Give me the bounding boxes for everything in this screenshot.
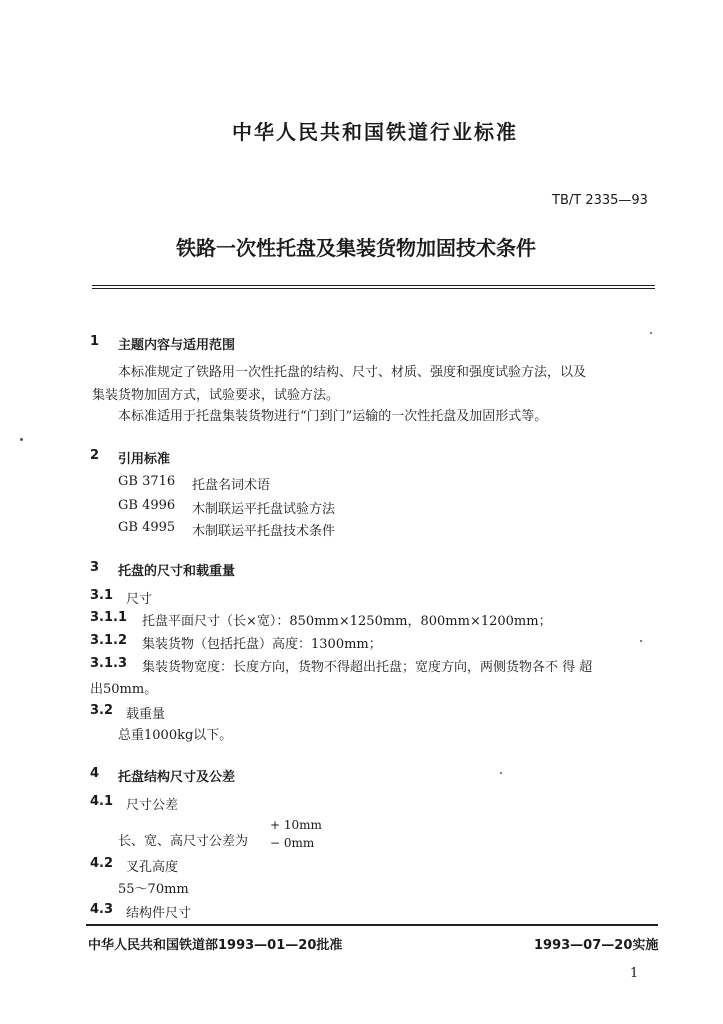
ref-name: 木制联运平托盘技术条件 <box>192 524 336 539</box>
section-1-para-2: 本标准适用于托盘集装货物进行“门到门”运输的一次性托盘及加固形式等。 <box>118 409 548 424</box>
ref-code: GB 4995 <box>118 520 176 535</box>
ref-code: GB 4996 <box>118 498 176 513</box>
section-2-number: 2 <box>90 448 100 463</box>
tolerance-upper: + 10mm <box>270 818 322 832</box>
section-3-1-3-continuation: 出50mm。 <box>90 682 158 697</box>
page-number: 1 <box>630 966 639 981</box>
section-3-title: 托盘的尺寸和载重量 <box>118 564 236 579</box>
section-1-number: 1 <box>90 334 100 349</box>
section-4-3-number: 4.3 <box>90 902 114 917</box>
ref-name: 木制联运平托盘试验方法 <box>192 502 336 517</box>
approval-line: 中华人民共和国铁道部1993—01—20批准 <box>88 938 343 953</box>
section-3-1-number: 3.1 <box>90 588 114 603</box>
doc-title: 铁路一次性托盘及集装货物加固技术条件 <box>176 236 536 260</box>
section-4-2-number: 4.2 <box>90 856 114 871</box>
section-1-title: 主题内容与适用范围 <box>118 338 236 353</box>
section-3-2-text: 总重1000kg以下。 <box>118 728 233 743</box>
tolerance-lower: − 0mm <box>270 836 315 850</box>
section-3-2-title: 载重量 <box>126 707 166 722</box>
scan-speck <box>500 772 502 774</box>
section-4-2-title: 叉孔高度 <box>126 860 179 875</box>
section-3-1-title: 尺寸 <box>126 592 153 607</box>
section-4-1-number: 4.1 <box>90 794 114 809</box>
section-3-1-1-number: 3.1.1 <box>90 610 128 625</box>
scan-speck <box>650 332 652 334</box>
footer-rule <box>86 924 658 926</box>
standard-number: TB/T 2335—93 <box>552 193 648 208</box>
section-1-para-1-line-1: 本标准规定了铁路用一次性托盘的结构、尺寸、材质、强度和强度试验方法，以及 <box>118 365 587 380</box>
section-3-1-3-text: 集装货物宽度：长度方向，货物不得超出托盘；宽度方向，两侧货物各不 得 超 <box>142 660 593 675</box>
section-1-para-1-line-2: 集装货物加固方式，试验要求，试验方法。 <box>92 388 340 403</box>
ref-name: 托盘名词术语 <box>192 478 271 493</box>
section-3-1-1-text: 托盘平面尺寸（长×宽）：850mm×1250mm，800mm×1200mm； <box>142 614 552 629</box>
tolerance-text: 长、宽、高尺寸公差为 <box>118 834 249 849</box>
section-3-1-2-text: 集装货物（包括托盘）高度：1300mm； <box>142 637 382 652</box>
section-4-title: 托盘结构尺寸及公差 <box>118 770 236 785</box>
section-4-1-title: 尺寸公差 <box>126 798 179 813</box>
ref-code: GB 3716 <box>118 474 176 489</box>
section-3-number: 3 <box>90 560 100 575</box>
section-2-title: 引用标准 <box>118 452 171 467</box>
section-4-3-title: 结构件尺寸 <box>126 906 192 921</box>
effective-date: 1993—07—20实施 <box>534 938 659 953</box>
section-4-number: 4 <box>90 766 100 781</box>
title-rule-bottom <box>92 288 655 289</box>
org-title: 中华人民共和国铁道行业标准 <box>232 120 518 144</box>
scan-speck <box>20 438 23 441</box>
section-3-1-3-number: 3.1.3 <box>90 656 128 671</box>
title-rule-top <box>92 285 655 286</box>
section-4-2-text: 55～70mm <box>118 882 189 897</box>
scan-speck <box>640 640 642 642</box>
section-3-2-number: 3.2 <box>90 703 114 718</box>
section-3-1-2-number: 3.1.2 <box>90 633 128 648</box>
